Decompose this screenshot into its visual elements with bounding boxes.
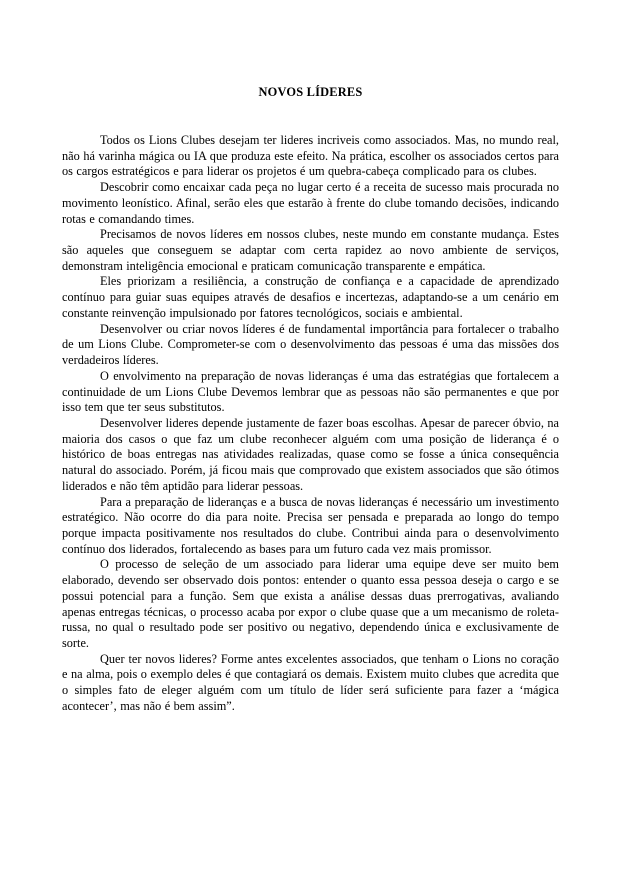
paragraph: Para a preparação de lideranças e a busca de novas lideranças é necessário um investimento estratégico. Não ocorre do dia para noite. Precisa ser pensada e preparada ao longo do tempo porque impacta positivamente nos resultados do clube. Contribui ainda para o desenvolvimento contínuo dos liderados, fortalecendo as bases para um futuro cada vez mais promissor. (62, 494, 559, 556)
paragraph: Eles priorizam a resiliência, a construção de confiança e a capacidade de aprendizado contínuo para guiar suas equipes através de desafios e incertezas, adaptando-se a um cenário em constante reinvenção impulsionado por fatores tecnológicos, sociais e ambiental. (62, 274, 559, 320)
document-body (62, 133, 559, 715)
paragraph: Precisamos de novos líderes em nossos clubes, neste mundo em constante mudança. Estes são aqueles que conseguem se adaptar com certa rapidez ao novo ambiente de serviços, demonstram inteligência emocional e praticam comunicação transparente e empática. (62, 227, 559, 273)
paragraph: O processo de seleção de um associado para liderar uma equipe deve ser muito bem elaborado, devendo ser observado dois pontos: entender o quanto essa pessoa deseja o cargo e se possui potencial para a função. Sem que exista a análise dessas duas prerrogativas, avaliando apenas entregas técnicas, o processo acaba por expor o clube quase que a um mecanismo de roleta-russa, no qual o resultado pode ser positivo ou negativo, dependendo única e exclusivamente de sorte. (62, 557, 559, 650)
paragraph: Descobrir como encaixar cada peça no lugar certo é a receita de sucesso mais procurada no movimento leonístico. Afinal, serão eles que estarão à frente do clube tomando decisões, indicando rotas e comandando times. (62, 180, 559, 226)
paragraph: O envolvimento na preparação de novas lideranças é uma das estratégias que fortalecem a continuidade de um Lions Clube Devemos lembrar que as pessoas não são permanentes e que por isso tem que ter seus substitutos. (62, 368, 559, 415)
paragraph: Todos os Lions Clubes desejam ter lideres incriveis como associados. Mas, no mundo real, não há varinha mágica ou IA que produza este efeito. Na prática, escolher os associados certos para os cargos estratégicos e para liderar os projetos é um quebra-cabeça complicado para os clubes. (62, 133, 559, 179)
paragraph: Quer ter novos lideres? Forme antes excelentes associados, que tenham o Lions no coração e na alma, pois o exemplo deles é que contagiará os demais. Existem muito clubes que acredita que o simples fato de eleger alguém com um título de líder será suficiente para fazer a ‘mágica acontecer’, mas não é bem assim”. (62, 651, 559, 713)
document-title: NOVOS LÍDERES (258, 85, 363, 99)
paragraph: Desenvolver ou criar novos líderes é de fundamental importância para fortalecer o trabalho de um Lions Clube. Comprometer-se com o desenvolvimento das pessoas é uma das missões dos verdadeiros líderes. (62, 321, 559, 368)
paragraph: Desenvolver lideres depende justamente de fazer boas escolhas. Apesar de parecer óbvio, na maioria dos casos o que faz um clube reconhecer alguém com uma posição de liderança é o histórico de boas entregas nas atividades realizadas, quase como se fosse a única consequência natural do associado. Porém, já ficou mais que comprovado que existem associados que são ótimos liderados e não têm aptidão para liderar pessoas. (62, 415, 559, 493)
